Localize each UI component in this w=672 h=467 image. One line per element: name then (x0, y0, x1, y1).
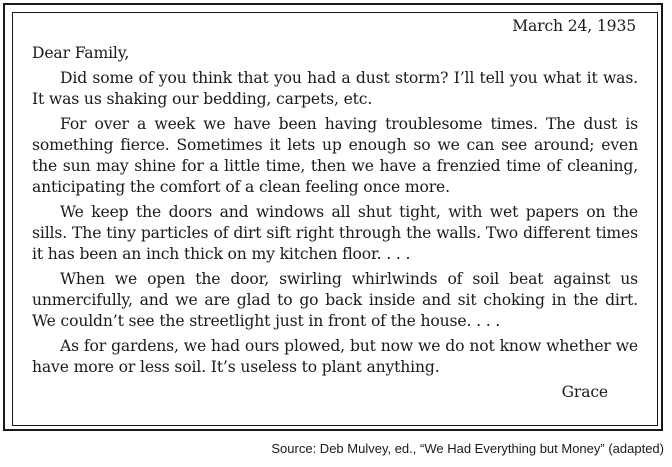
letter-paragraph-1: Did some of you think that you had a dust storm? I’ll tell you what it was. It was us shaking our bedding, carpets, etc. (32, 69, 638, 108)
letter-body (32, 16, 638, 403)
letter-paragraph-3: We keep the doors and windows all shut tight, with wet papers on the sills. The tiny particles of dirt sift right through the walls. Two different times it has been an inch thick on my kitchen floor. . . . (32, 203, 638, 263)
letter-paragraph-4: When we open the door, swirling whirlwinds of soil beat against us unmercifully, and we are glad to go back inside and sit choking in the dirt. We couldn’t see the streetlight just in front of the house. . . . (32, 270, 638, 330)
letter-date: March 24, 1935 (512, 17, 636, 35)
letter-signature: Grace (561, 383, 608, 401)
letter-paragraph-2: For over a week we have been having troublesome times. The dust is something fierce. Sometimes it lets up enough so we can see around; even the sun may shine for a little time, then we have a frenzied time of cleaning, anticipating the comfort of a clean feeling once more. (32, 115, 638, 196)
source-citation: Source: Deb Mulvey, ed., “We Had Everything but Money” (adapted) (271, 441, 664, 456)
letter-salutation: Dear Family, (32, 44, 130, 62)
letter-paragraph-5: As for gardens, we had ours plowed, but now we do not know whether we have more or less soil. It’s useless to plant anything. (32, 337, 638, 376)
